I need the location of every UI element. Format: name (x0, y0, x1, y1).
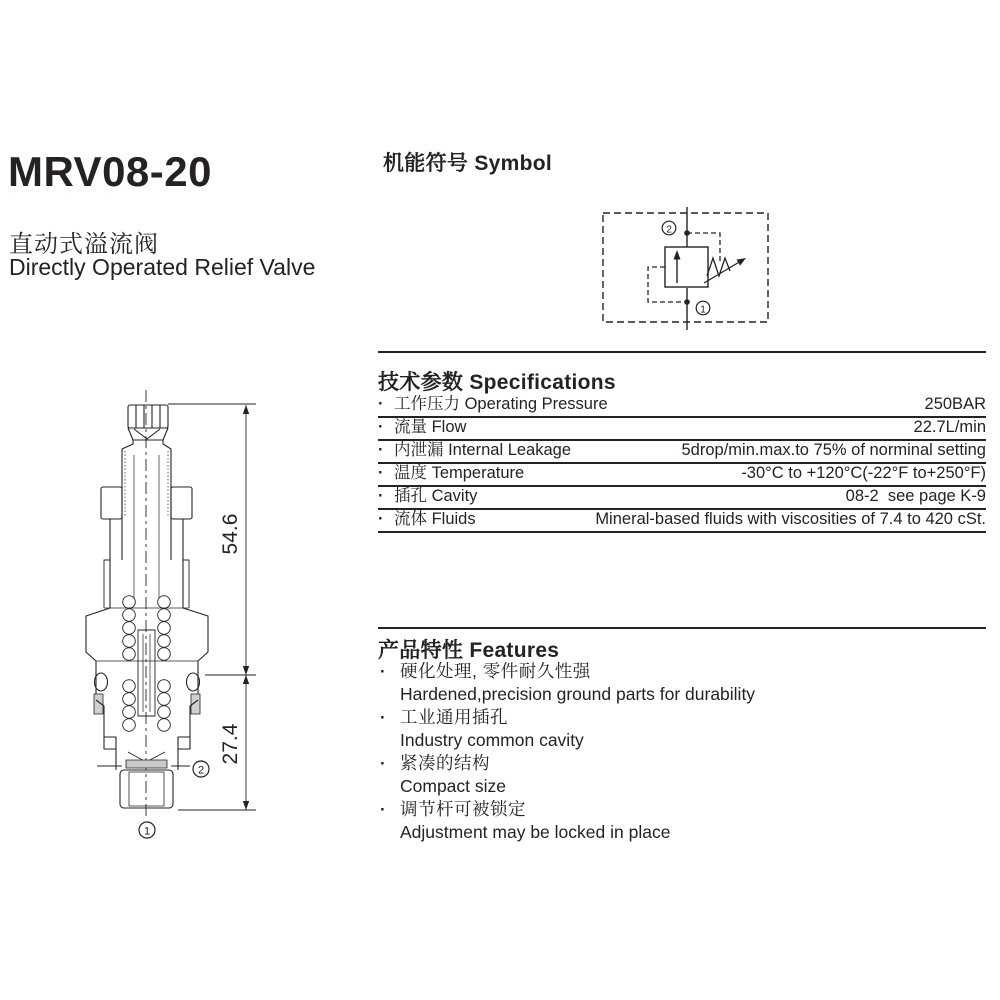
bullet-icon: · (378, 464, 384, 482)
poppet (138, 630, 155, 716)
bullet-icon: · (378, 418, 384, 436)
bullet-icon: · (378, 510, 384, 528)
spec-row-fluids (378, 510, 986, 533)
stem-left (122, 440, 133, 487)
features-section-divider (378, 627, 986, 629)
feature-item-lockable-adjustment (378, 798, 986, 844)
feature-text-chinese: 调节杆可被锁定 (400, 799, 526, 819)
symbol-dashed-boundary (603, 213, 768, 322)
port-groove-right (178, 737, 190, 749)
spec-label: 工作压力 Operating Pressure (394, 395, 608, 413)
specs-section-heading: 技术参数 Specifications (378, 371, 616, 394)
dimension-label-27-4: 27.4 (219, 723, 242, 765)
spring-coils (123, 596, 171, 732)
symbol-port1-label: 1 (700, 304, 706, 316)
locknut-right (171, 487, 192, 519)
spec-row-temperature (378, 464, 986, 487)
feature-text-english: Adjustment may be locked in place (400, 822, 671, 842)
spec-label: 流体 Fluids (394, 510, 476, 528)
symbol-spring-icon (707, 258, 730, 276)
spec-row-flow (378, 418, 986, 441)
spec-value: Mineral-based fluids with viscosities of 7.4 to 420 cSt. (595, 510, 986, 528)
hydraulic-symbol-diagram (585, 196, 795, 336)
symbol-junction-dot-top (684, 230, 690, 236)
spec-row-cavity (378, 487, 986, 510)
spec-label: 插孔 Cavity (394, 487, 478, 505)
hex-flange-left (86, 608, 110, 661)
drawing-port2-label: 2 (197, 764, 205, 777)
spec-value: 22.7L/min (913, 418, 986, 436)
specs-section-divider (378, 351, 986, 353)
bullet-icon: · (380, 800, 386, 819)
feature-text-chinese: 硬化处理, 零件耐久性强 (400, 661, 591, 681)
symbol-drain-dashed-line (687, 233, 720, 264)
stem-right (163, 440, 171, 487)
feature-text-chinese: 紧凑的结构 (400, 753, 490, 773)
symbol-valve-square (665, 247, 708, 287)
feature-text-english: Hardened,precision ground parts for durability (400, 684, 756, 704)
nose (120, 770, 173, 808)
symbol-section-heading: 机能符号 Symbol (383, 152, 552, 175)
feature-text-chinese: 工业通用插孔 (400, 707, 508, 727)
product-subtitle-english: Directly Operated Relief Valve (9, 254, 316, 280)
bullet-icon: · (380, 754, 386, 773)
dimension-label-54-6: 54.6 (219, 513, 242, 555)
spec-value: 08-2 see page K-9 (845, 487, 986, 505)
bullet-icon: · (378, 441, 384, 459)
symbol-pilot-dashed-line (648, 267, 684, 302)
symbol-flow-arrowhead (674, 250, 681, 260)
bullet-icon: · (380, 708, 386, 727)
feature-text-english: Industry common cavity (400, 730, 584, 750)
spec-value: 250BAR (924, 395, 986, 413)
symbol-port2-label: 2 (666, 224, 672, 236)
symbol-envelope (603, 207, 768, 330)
spec-label: 内泄漏 Internal Leakage (394, 441, 572, 459)
bullet-icon: · (378, 395, 384, 413)
symbol-junction-dot-bottom (684, 299, 690, 305)
spec-value: 5drop/min.max.to 75% of norminal setting (681, 441, 986, 459)
drawing-port1-label: 1 (143, 825, 151, 838)
feature-item-compact-size (378, 752, 986, 798)
bullet-icon: · (378, 487, 384, 505)
feature-item-hardened (378, 660, 986, 706)
hex-flange-right (183, 608, 208, 661)
adjust-knob (128, 405, 168, 428)
features-list (378, 660, 986, 844)
locknut-left (101, 487, 122, 519)
spec-row-internal-leakage (378, 441, 986, 464)
feature-item-common-cavity (378, 706, 986, 752)
specs-table (378, 395, 986, 533)
spec-label: 流量 Flow (394, 418, 467, 436)
product-model-title: MRV08-20 (8, 148, 212, 195)
product-subtitle-chinese: 直动式溢流阀 (9, 231, 159, 258)
valve-cross-section-drawing (75, 385, 260, 850)
port-groove-left (104, 737, 116, 749)
bullet-icon: · (380, 662, 386, 681)
feature-text-english: Compact size (400, 776, 507, 796)
spec-value: -30°C to +120°C(-22°F to+250°F) (741, 464, 986, 482)
symbol-adjust-arrowhead (737, 258, 747, 266)
spec-row-operating-pressure (378, 395, 986, 418)
features-section-heading: 产品特性 Features (378, 639, 560, 662)
spec-label: 温度 Temperature (394, 464, 525, 482)
